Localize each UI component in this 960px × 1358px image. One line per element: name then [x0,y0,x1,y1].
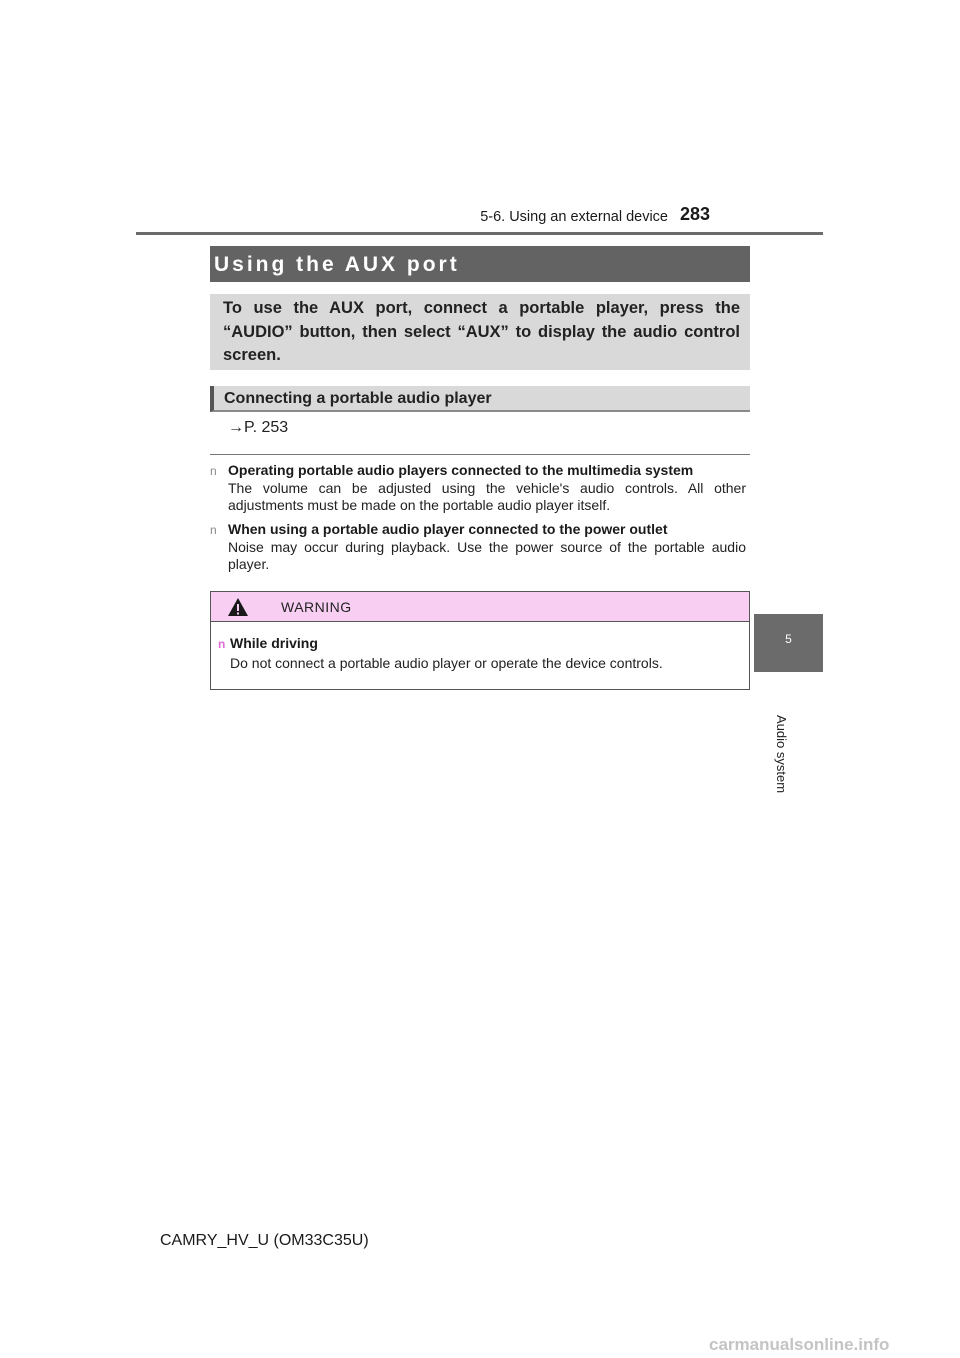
subheading: Connecting a portable audio player [210,386,750,412]
header-rule [136,232,823,235]
note-title [210,461,746,480]
note-title-text: Operating portable audio players connected to the multimedia system [228,462,694,478]
warning-body [211,622,749,673]
note-body: The volume can be adjusted using the vehicle's audio controls. All other adjustments must be made on the portable audio player itself. [228,480,746,513]
warning-header [211,592,749,622]
warning-title [218,634,749,654]
warning-label: WARNING [281,599,352,615]
note-title [210,520,746,539]
page-title: Using the AUX port [210,246,750,282]
bullet-icon: n [210,464,217,478]
chapter-label: Audio system [774,715,789,794]
warning-text: Do not connect a portable audio player or operate the device controls. [230,655,663,671]
divider [210,454,750,455]
warning-box [210,591,750,690]
warning-title-text: While driving [230,635,318,651]
warning-triangle-icon [227,597,249,617]
notes-list [210,461,746,579]
page-number: 283 [680,204,711,224]
watermark: carmanualsonline.info [709,1335,890,1354]
note-title-text: When using a portable audio player connected to the power outlet [228,521,668,537]
note-body: Noise may occur during playback. Use the power source of the portable audio player. [228,539,746,572]
intro-box: To use the AUX port, connect a portable player, press the “AUDIO” button, then select “AUX” to display the audio control screen. [210,294,750,370]
page-reference-link[interactable]: →P. 253 [228,419,289,436]
warning-bullet-icon: n [218,637,226,651]
note-item [210,461,746,514]
section-title: 5-6. Using an external device [480,209,668,225]
note-item [210,520,746,573]
chapter-tab [754,614,823,672]
bullet-icon: n [210,523,217,537]
footer-code: CAMRY_HV_U (OM33C35U) [160,1232,369,1249]
chapter-number: 5 [785,632,792,646]
